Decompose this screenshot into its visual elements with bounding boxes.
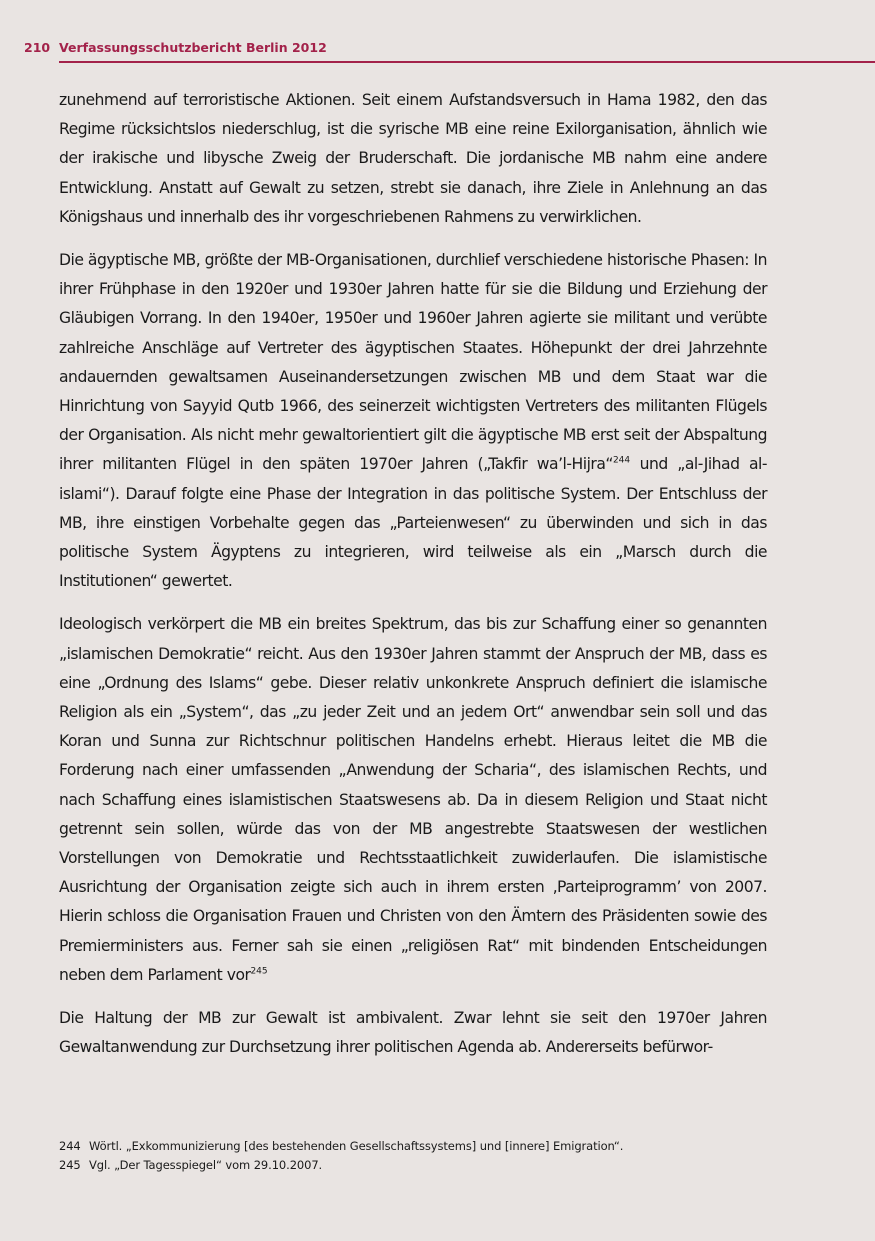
paragraph-text: zunehmend auf terroristische Aktionen. Seit einem Aufstandsversuch in Hama 1982, den das Regime rücksichtslos niederschlug, ist die syrische MB eine reine Exilorganisation, ähnlich wie der irakische und libysche Zweig der Bruderschaft. Die jordanische MB nahm eine andere Entwicklung. Anstatt auf Gewalt zu setzen, strebt sie danach, ihre Ziele in Anlehnung an das Königshaus und innerhalb des ihr vorgeschriebenen Rahmens zu verwirklichen. (59, 91, 767, 226)
paragraph-text: Ideologisch verkörpert die MB ein breites Spektrum, das bis zur Schaffung einer so genannten „islamischen Demokratie“ reicht. Aus den 1930er Jahren stammt der Anspruch der MB, dass es eine „Ordnung des Islams“ gebe. Dieser relativ unkonkrete Anspruch definiert die islamische Religion als ein „System“, das „zu jeder Zeit und an jedem Ort“ anwendbar sein soll und das Koran und Sunna zur Richtschnur politischen Handelns erhebt. Hieraus leitet die MB die Forderung nach einer umfassenden „Anwendung der Scharia“, des islamischen Rechts, und nach Schaffung eines islamistischen Staatswesens ab. Da in diesem Religion und Staat nicht getrennt sein sollen, würde das von der MB angestrebte Staatswesen der westlichen Vorstellungen von Demokratie und Rechtsstaatlichkeit zuwiderlaufen. Die islamistische Ausrichtung der Organisation zeigte sich auch in ihrem ersten ‚Parteiprogramm’ von 2007. Hierin schloss die Organisation Frauen und Christen von den Ämtern des Präsidenten sowie des Premierministers aus. Ferner sah sie einen „religiösen Rat“ mit bindenden Entscheidungen neben dem Parlament vor (59, 615, 767, 984)
paragraph-3 (59, 610, 767, 990)
header-title: Verfassungsschutzbericht Berlin 2012 (59, 40, 327, 55)
footnote-244 (59, 1137, 819, 1156)
paragraph-2 (59, 246, 767, 596)
paragraph-text: Die Haltung der MB zur Gewalt ist ambivalent. Zwar lehnt sie seit den 1970er Jahren Gewaltanwendung zur Durchsetzung ihrer politischen Agenda ab. Andererseits befürwor- (59, 1009, 767, 1057)
footnote-number: 244 (59, 1139, 81, 1153)
footnote-ref-245[interactable]: 245 (250, 966, 268, 977)
running-header (24, 40, 875, 62)
paragraph-4 (59, 1004, 767, 1062)
header-rule (59, 61, 875, 63)
paragraph-1 (59, 86, 767, 232)
footnote-number: 245 (59, 1158, 81, 1172)
footnote-text: Wörtl. „Exkommunizierung [des bestehenden Gesellschaftssystems] und [innere] Emigration“. (89, 1139, 624, 1153)
page-number: 210 (24, 40, 51, 55)
footnote-text: Vgl. „Der Tagesspiegel“ vom 29.10.2007. (89, 1158, 323, 1172)
footnotes (59, 1137, 819, 1175)
footnote-ref-244[interactable]: 244 (612, 456, 631, 467)
main-text (59, 86, 767, 1077)
footnote-245 (59, 1156, 819, 1175)
paragraph-text: und „al-Jihad al-islami“). Darauf folgte eine Phase der Integration in das politische System. Der Entschluss der MB, ihre einstigen Vorbehalte gegen das „Parteienwesen“ zu überwinden und sich in das politische System Ägyptens zu integrieren, wird teilweise als ein „Marsch durch die Institutionen“ gewertet. (59, 455, 767, 591)
paragraph-text: Die ägyptische MB, größte der MB-Organisationen, durchlief verschiedene historische Phasen: In ihrer Frühphase in den 1920er und 1930er Jahren hatte für sie die Bildung und Erziehung der Gläubigen Vorrang. In den 1940er, 1950er und 1960er Jahren agierte sie militant und verübte zahlreiche Anschläge auf Vertreter des ägyptischen Staates. Höhepunkt der drei Jahrzehnte andauernden gewaltsamen Auseinandersetzungen zwischen MB und dem Staat war die Hinrichtung von Sayyid Qutb 1966, des seinerzeit wichtigsten Vertreters des militanten Flügels der Organisation. Als nicht mehr gewaltorientiert gilt die ägyptische MB erst seit der Abspaltung ihrer militanten Flügel in den späten 1970er Jahren („Takfir wa’l-Hijra“ (59, 251, 767, 474)
